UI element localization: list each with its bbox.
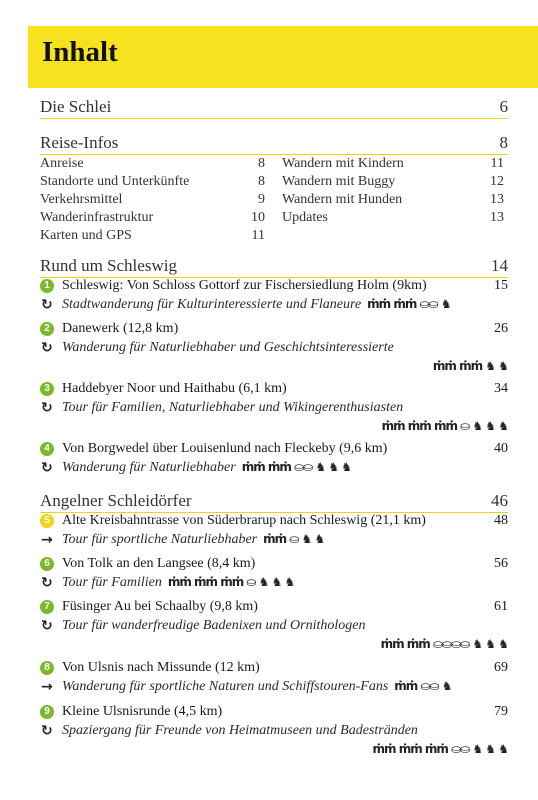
tour-subtitle: Stadtwanderung für Kulturinteressierte und Flaneure: [62, 297, 362, 312]
info-item[interactable]: Wanderinfrastruktur 10: [40, 210, 265, 225]
tour-page: 69: [494, 660, 508, 675]
tour-title: Kleine Ulsnisrunde (4,5 km): [62, 704, 223, 719]
loop-icon: ↻: [41, 618, 53, 634]
section-title: Angelner Schleidörfer: [40, 491, 192, 510]
tour-title: Haddebyer Noor und Haithabu (6,1 km): [62, 381, 287, 396]
tour-number-badge: 4: [40, 442, 54, 456]
suitability-icons: ṁṁ ⛀ ♞ ♞: [263, 532, 325, 546]
arrow-right-icon: →: [41, 532, 53, 548]
tour-number-badge: 3: [40, 382, 54, 396]
tour-title: Schleswig: Von Schloss Gottorf zur Fischersiedlung Holm (9km): [62, 278, 427, 293]
suitability-icons: ṁṁ ṁṁ ♞ ♞: [432, 359, 508, 373]
suitability-icons: ṁṁ ṁṁ ⛀⛀ ♞: [367, 297, 451, 311]
loop-icon: ↻: [41, 297, 53, 313]
suitability-icons: ṁṁ ⛀⛀ ♞: [394, 679, 452, 693]
tour-page: 61: [494, 599, 508, 614]
loop-icon: ↻: [41, 340, 53, 356]
tour-title: Von Borgwedel über Louisenlund nach Fleckeby (9,6 km): [62, 441, 388, 456]
tour-subtitle: Tour für sportliche Naturliebhaber: [62, 532, 258, 547]
suitability-icons: ṁṁ ṁṁ ⛀⛀⛀⛀ ♞ ♞ ♞: [380, 637, 508, 651]
tour-number-badge: 7: [40, 600, 54, 614]
tour-page: 56: [494, 556, 508, 571]
section-title: Die Schlei: [40, 97, 112, 116]
section-angelner-schleidoerfer[interactable]: [40, 490, 508, 513]
header-bar: [28, 26, 538, 88]
loop-icon: ↻: [41, 460, 53, 476]
page-title: Inhalt: [42, 36, 118, 68]
tour-number-badge: 9: [40, 705, 54, 719]
tour-number-badge: 8: [40, 661, 54, 675]
tour-page: 79: [494, 704, 508, 719]
tour-number-badge: 5: [40, 514, 54, 528]
info-item[interactable]: Updates 13: [282, 210, 504, 225]
section-page: 14: [491, 256, 508, 275]
section-title: Rund um Schleswig: [40, 256, 177, 275]
tour-title: Danewerk (12,8 km): [62, 321, 179, 336]
suitability-icons: ṁṁ ṁṁ ṁṁ ⛀ ♞ ♞ ♞: [381, 419, 508, 433]
tour-subtitle: Tour für Familien, Naturliebhaber und Wikingerenthusiasten: [62, 400, 404, 415]
section-reise-infos[interactable]: [40, 132, 508, 155]
info-item[interactable]: Standorte und Unterkünfte 8: [40, 174, 265, 189]
tour-title: Von Ulsnis nach Missunde (12 km): [62, 660, 260, 675]
tour-title: Von Tolk an den Langsee (8,4 km): [62, 556, 256, 571]
tour-number-badge: 1: [40, 279, 54, 293]
tour-page: 26: [494, 321, 508, 336]
tour-page: 40: [494, 441, 508, 456]
section-rund-um-schleswig[interactable]: [40, 255, 508, 278]
suitability-icons: ṁṁ ṁṁ ⛀⛀ ♞ ♞ ♞: [241, 460, 352, 474]
info-item[interactable]: Verkehrsmittel 9: [40, 192, 265, 207]
tour-subtitle: Spaziergang für Freunde von Heimatmuseen und Badestränden: [62, 723, 418, 738]
tour-number-badge: 2: [40, 322, 54, 336]
tour-subtitle: Wanderung für Naturliebhaber: [62, 460, 236, 475]
suitability-icons: ṁṁ ṁṁ ṁṁ ⛀ ♞ ♞ ♞: [167, 575, 295, 589]
tour-title: Alte Kreisbahntrasse von Süderbrarup nach Schleswig (21,1 km): [62, 513, 426, 528]
info-item[interactable]: Wandern mit Kindern 11: [282, 156, 504, 171]
section-title: Reise-Infos: [40, 133, 119, 152]
reise-infos-right: [282, 156, 508, 228]
tour-page: 34: [494, 381, 508, 396]
info-item[interactable]: Anreise 8: [40, 156, 265, 171]
reise-infos-left: [40, 156, 270, 246]
info-item[interactable]: Wandern mit Buggy 12: [282, 174, 504, 189]
section-page: 46: [491, 491, 508, 510]
loop-icon: ↻: [41, 723, 53, 739]
section-page: 6: [499, 97, 508, 116]
tour-subtitle: Wanderung für Naturliebhaber und Geschichtsinteressierte: [62, 340, 394, 355]
info-item[interactable]: Wandern mit Hunden 13: [282, 192, 504, 207]
tour-subtitle: Tour für wanderfreudige Badenixen und Ornithologen: [62, 618, 366, 633]
section-page: 8: [499, 133, 508, 152]
tour-subtitle: Tour für Familien: [62, 575, 162, 590]
tour-page: 48: [494, 513, 508, 528]
tour-subtitle: Wanderung für sportliche Naturen und Schiffstouren-Fans: [62, 679, 389, 694]
info-item[interactable]: Karten und GPS 11: [40, 228, 265, 243]
suitability-icons: ṁṁ ṁṁ ṁṁ ⛀⛀ ♞ ♞ ♞: [372, 742, 508, 756]
loop-icon: ↻: [41, 400, 53, 416]
tour-number-badge: 6: [40, 557, 54, 571]
loop-icon: ↻: [41, 575, 53, 591]
section-die-schlei[interactable]: [40, 96, 508, 119]
tour-page: 15: [494, 278, 508, 293]
arrow-right-icon: →: [41, 679, 53, 695]
tour-title: Füsinger Au bei Schaalby (9,8 km): [62, 599, 258, 614]
